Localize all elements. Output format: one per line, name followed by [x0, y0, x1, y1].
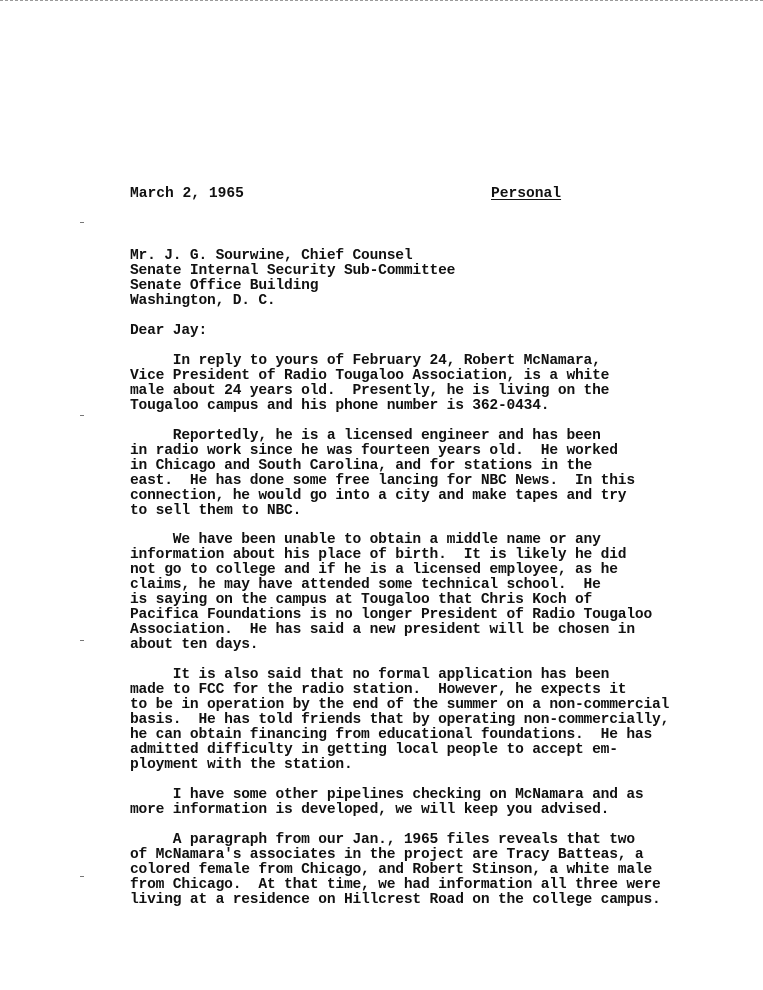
paragraph-line: colored female from Chicago, and Robert Stinson, a white male: [130, 862, 653, 878]
address-line: Senate Internal Security Sub-Committee: [130, 263, 456, 279]
paragraph-line: ployment with the station.: [130, 757, 353, 773]
paragraph-line: It is also said that no formal application has been: [130, 667, 610, 683]
paragraph-line: information about his place of birth. It is likely he did: [130, 547, 627, 563]
address-line: Mr. J. G. Sourwine, Chief Counsel: [130, 248, 413, 264]
paragraph-line: We have been unable to obtain a middle name or any: [130, 532, 601, 548]
paragraph-line: Vice President of Radio Tougaloo Association, is a white: [130, 368, 610, 384]
paragraph-line: basis. He has told friends that by operating non-commercially,: [130, 712, 670, 728]
paragraph-line: to sell them to NBC.: [130, 503, 302, 519]
paragraph-line: Association. He has said a new president will be chosen in: [130, 622, 635, 638]
margin-mark: [80, 876, 84, 877]
salutation: Dear Jay:: [130, 323, 208, 339]
paragraph-line: claims, he may have attended some technical school. He: [130, 577, 601, 593]
paragraph-line: male about 24 years old. Presently, he is living on the: [130, 383, 610, 399]
paragraph-line: of McNamara's associates in the project are Tracy Batteas, a: [130, 847, 644, 863]
paragraph-line: admitted difficulty in getting local people to accept em-: [130, 742, 618, 758]
paragraph-line: Tougaloo campus and his phone number is 362-0434.: [130, 398, 550, 414]
address-line: Senate Office Building: [130, 278, 319, 294]
paragraph-line: not go to college and if he is a licensed employee, as he: [130, 562, 618, 578]
address-line: Washington, D. C.: [130, 293, 276, 309]
letter-date: March 2, 1965: [130, 186, 244, 202]
page-top-edge: [0, 0, 763, 4]
paragraph-line: he can obtain financing from educational foundations. He has: [130, 727, 653, 743]
paragraph-line: A paragraph from our Jan., 1965 files reveals that two: [130, 832, 635, 848]
margin-mark: [80, 222, 84, 223]
paragraph-line: I have some other pipelines checking on McNamara and as: [130, 787, 644, 803]
paragraph-line: made to FCC for the radio station. However, he expects it: [130, 682, 627, 698]
paragraph-line: in radio work since he was fourteen years old. He worked: [130, 443, 618, 459]
personal-marking: Personal: [491, 186, 562, 202]
paragraph-line: is saying on the campus at Tougaloo that Chris Koch of: [130, 592, 593, 608]
paragraph-line: from Chicago. At that time, we had information all three were: [130, 877, 661, 893]
paragraph-line: about ten days.: [130, 637, 259, 653]
paragraph-line: Reportedly, he is a licensed engineer and has been: [130, 428, 601, 444]
margin-mark: [80, 640, 84, 641]
paragraph-line: connection, he would go into a city and make tapes and try: [130, 488, 627, 504]
paragraph-line: east. He has done some free lancing for NBC News. In this: [130, 473, 635, 489]
paragraph-line: more information is developed, we will keep you advised.: [130, 802, 610, 818]
margin-mark: [80, 415, 84, 416]
paragraph-line: In reply to yours of February 24, Robert McNamara,: [130, 353, 601, 369]
paragraph-line: living at a residence on Hillcrest Road on the college campus.: [130, 892, 661, 908]
paragraph-line: Pacifica Foundations is no longer President of Radio Tougaloo: [130, 607, 653, 623]
paragraph-line: in Chicago and South Carolina, and for stations in the: [130, 458, 593, 474]
paragraph-line: to be in operation by the end of the summer on a non-commercial: [130, 697, 670, 713]
